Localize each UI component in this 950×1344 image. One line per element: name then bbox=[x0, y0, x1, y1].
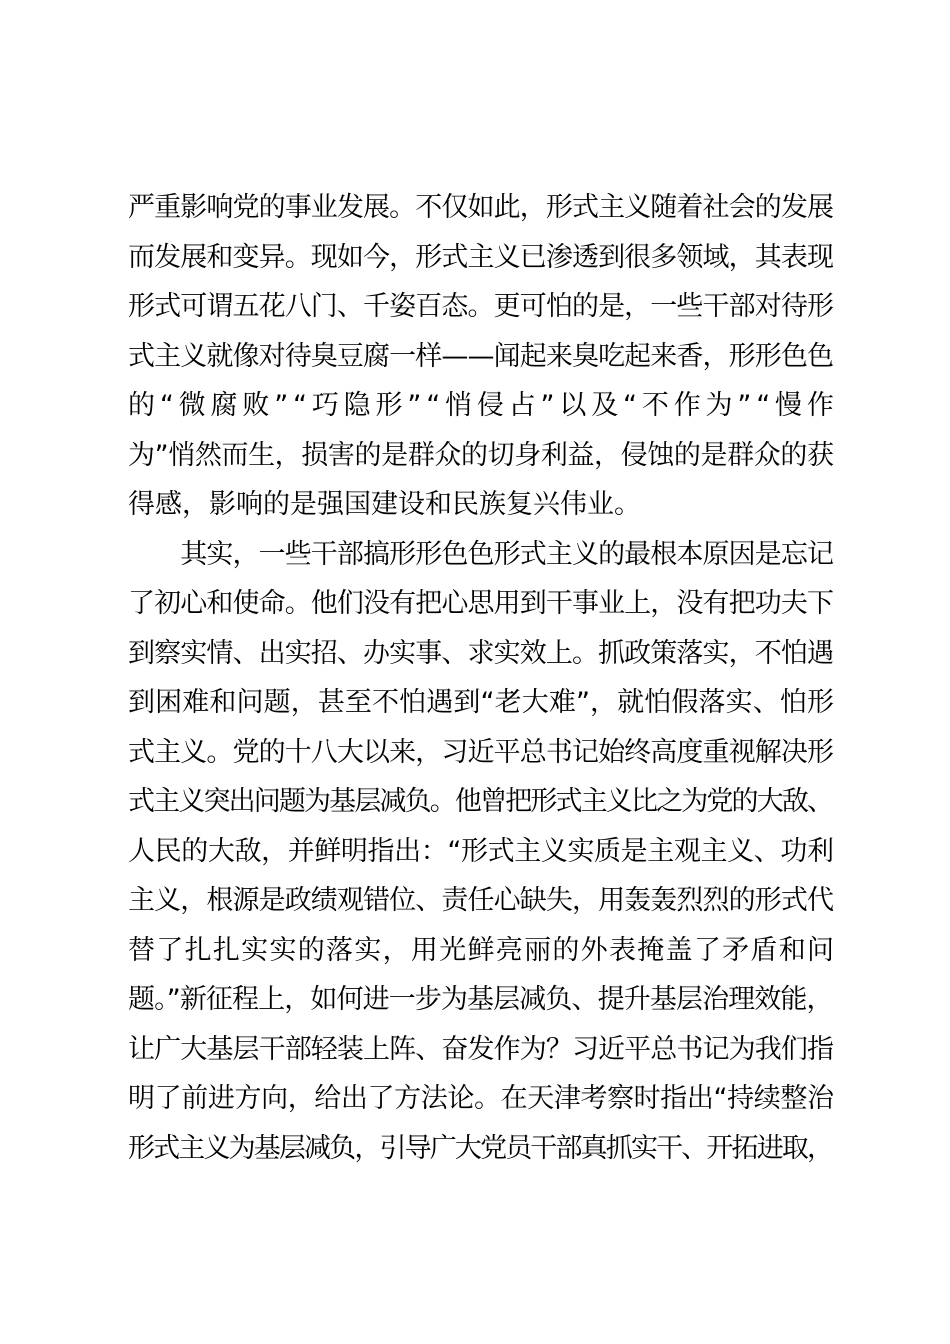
text-line: 式主义突出问题为基层减负。他曾把形式主义比之为党的大敌、 bbox=[128, 786, 833, 817]
text-line: 到困难和问题，甚至不怕遇到“老大难”，就怕假落实、怕形 bbox=[128, 687, 835, 718]
text-line: 为”悄然而生，损害的是群众的切身利益，侵蚀的是群众的获 bbox=[128, 439, 834, 471]
text-line: 了初心和使命。他们没有把心思用到干事业上，没有把功夫下 bbox=[128, 588, 834, 619]
text-line: 而发展和变异。现如今，形式主义已渗透到很多领域，其表现 bbox=[128, 241, 834, 273]
text-line: 形式主义为基层减负，引导广大党员干部真抓实干、开拓进取， bbox=[128, 1132, 833, 1164]
document-body bbox=[128, 183, 839, 1173]
text-line: 主义，根源是政绩观错位、责任心缺失，用轰轰烈烈的形式代 bbox=[128, 885, 834, 916]
text-line: 的“微腐败”“巧隐形”“悄侵占”以及“不作为”“慢作 bbox=[128, 390, 839, 421]
text-line: 到察实情、出实招、办实事、求实效上。抓政策落实，不怕遇 bbox=[128, 637, 834, 669]
text-line: 严重影响党的事业发展。不仅如此，形式主义随着社会的发展 bbox=[128, 192, 834, 223]
text-line: 替了扎扎实实的落实，用光鲜亮丽的外表掩盖了矛盾和问 bbox=[128, 934, 836, 966]
text-line: 让广大基层干部轻装上阵、奋发作为？习近平总书记为我们指 bbox=[128, 1033, 834, 1065]
text-line: 式主义就像对待臭豆腐一样——闻起来臭吃起来香，形形色色 bbox=[128, 340, 834, 372]
text-line: 得感，影响的是强国建设和民族复兴伟业。 bbox=[128, 489, 641, 520]
paragraph-1 bbox=[128, 183, 839, 530]
text-line: 形式可谓五花八门、千姿百态。更可怕的是，一些干部对待形 bbox=[128, 291, 834, 322]
text-line: 其实，一些干部搞形形色色形式主义的最根本原因是忘记 bbox=[128, 538, 834, 570]
text-line: 人民的大敌，并鲜明指出：“形式主义实质是主观主义、功利 bbox=[128, 835, 834, 867]
paragraph-2 bbox=[128, 530, 834, 1174]
text-line: 题。”新征程上，如何进一步为基层减负、提升基层治理效能， bbox=[128, 984, 833, 1015]
text-line: 式主义。党的十八大以来，习近平总书记始终高度重视解决形 bbox=[128, 736, 834, 768]
text-line: 明了前进方向，给出了方法论。在天津考察时指出“持续整治 bbox=[128, 1083, 834, 1114]
